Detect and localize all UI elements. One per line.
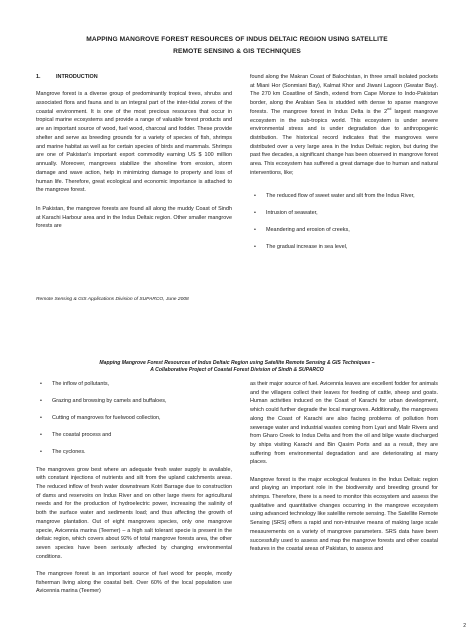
left-column-bottom (36, 380, 232, 604)
footnote: Remote Sensing & GIS Applications Division of SUPARCO, June 2008 (36, 297, 189, 302)
list-item: • The reduced flow of sweet water and silt from the Indus River, (250, 192, 438, 201)
list-item: • The inflow of pollutants, (36, 380, 232, 389)
right-column-top (250, 73, 438, 260)
list-item: • Meandering and erosion of creeks, (250, 226, 438, 235)
list-item: • The gradual increase in sea level, (250, 243, 438, 252)
paragraph-fresh-water: The mangroves grow best where an adequate fresh water supply is available, with constant injections of nutrients and silt from the upland catchments areas. The reduced inflow of fresh water downstream Kotri Barrage due to construction of dams and reservoirs on Indus River and on other large rivers for agricultural needs and for the production of hydroelectric power, increasing the salinity of both the surface water and sediments load; and thus affecting the growth of mangrove plantation. Out of eight mangroves species, only one mangrove specie, Avicennia marina (Teemer) – a high salt tolerant specie is present in the deltaic region, which covers about 92% of total mangrove forests area, the other seven species have been seriously affected by changing environmental conditions. (36, 466, 232, 560)
list-item: • The coastal process and (36, 431, 232, 440)
paragraph-fuel-wood: The mangrove forest is an important source of fuel wood for people, mostly fisherman living along the coastal belt. Over 60% of the local population use Avicennia marina (Teemer) (36, 570, 232, 595)
document-title (36, 34, 438, 58)
title-line-1: MAPPING MANGROVE FOREST RESOURCES OF INDUS DELTAIC REGION USING SATELLITE (86, 36, 388, 43)
paragraph-remote-sensing: Mangrove forest is the major ecological features in the Indus Deltaic region and playing an important role in the biodiversity and breeding ground for shrimps. Therefore, there is a need to monitor this ecosystem and assess the qualitative and quantitative changes occurring in the mangrove ecosystem using advanced technology like satellite remote sensing. The Satellite Remote Sensing (SRS) offers a rapid and non-intrusive means of making large scale measurements on a variety of mangrove parameters. SRS data have been successfully used to assess and map the mangrove forests and other coastal features in the coastal areas of Pakistan, to assess and (250, 476, 438, 553)
left-column-top (36, 73, 232, 239)
list-item: • Grazing and browsing by camels and buffaloes, (36, 397, 232, 406)
list-item: • Intrusion of seawater, (250, 209, 438, 218)
section-number: 1. (36, 74, 41, 80)
right-column-bottom (250, 380, 438, 562)
ordinal-suffix: nd (387, 107, 392, 112)
section-heading (36, 73, 232, 82)
paragraph-makran-coast (250, 73, 438, 178)
paragraph-fodder-pollution: as their major source of fuel. Avicennia leaves are excellent fodder for animals and the villagers collect their leaves for feeding of cattle, sheep and goats. Human activities induced on the Coast of Karachi for urban development, which could further degrade the local mangroves. Additionally, the mangroves along the Coast of Karachi are also facing problems of pollution from sewerage water and industrial wastes coming from Lyari and Malir Rivers and from Gharo Creek to Indus Delta and from the oil and bilge waste discharged by ships visiting Karachi and Bin Qasim Ports and as a result, they are suffering from environmental degradation and are deteriorating at many places. (250, 381, 438, 466)
paragraph-pakistan: In Pakistan, the mangrove forests are found all along the muddy Coast of Sindh at Karachi Harbour area and in the Indus Deltaic region. Other smaller mangrove forests are (36, 205, 232, 230)
paragraph-makran-text: found along the Makran Coast of Balochistan, in three small isolated pockets at Miani Hor (Sonmiani Bay), Kalmat Khor and Jiwani Lagoon (Gwatar Bay). The 270 km Coastline of Sindh, extend from Cape Monze to Indo-Pakistan border, along the Arabian Sea is studded with dense to sparse mangrove forests. The mangrove forest in Indus Delta is the (250, 74, 438, 115)
running-header-line-1: Mapping Mangrove Forest Resources of Indus Deltaic Region using Satellite Remote Sensing & GIS Techniques – (99, 360, 375, 366)
paragraph-makran-rest: largest mangrove ecosystem in the sub-tropics world. This ecosystem is under severe environmental stress and is under degradation due to anthropogenic distribution. The historical record indicates that the mangroves were distributed over a very large area in the Indus Deltaic region, but during the past five decades, a significant change has been observed in mangrove forest area. This ecosystem has suffered a great damage due to human and natural interventions, like; (250, 108, 438, 176)
section-title: INTRODUCTION (56, 74, 98, 80)
page-number: 2 (463, 623, 466, 629)
threats-list-2 (36, 380, 232, 457)
title-line-2: REMOTE SENSING & GIS TECHNIQUES (173, 48, 301, 55)
running-header-line-2: A Collaborative Project of Coastal Forest Division of Sindh & SUPARCO (150, 367, 324, 374)
threats-list-1 (250, 192, 438, 252)
running-header (60, 360, 414, 375)
ordinal-number: 2 (384, 108, 388, 115)
list-item: • Cutting of mangroves for fuelwood collection, (36, 414, 232, 423)
paragraph-intro: Mangrove forest is a diverse group of predominantly tropical trees, shrubs and associated flora and fauna and is an integral part of the inter-tidal zones of the coastal environment. It is one of the most precious resources that occur in tropical marine ecosystems and provide a range of valuable forest products and are an important source of wood, fuel wood, charcoal and fodder. These provide shelter and serve as breeding grounds for a variety of species of fish, shrimps and marine habitat as well as for certain species of birds and mammals. Shrimps are one of Pakistan's important export commodity earning US $ 100 million annually. Moreover, mangroves stabilize the shoreline from erosion, storm damage and wave action, help in minimizing damage to property and loss of human life. Therefore, great ecological and economic importance is attached to the mangrove forest. (36, 91, 232, 194)
list-item: • The cyclones. (36, 448, 232, 457)
